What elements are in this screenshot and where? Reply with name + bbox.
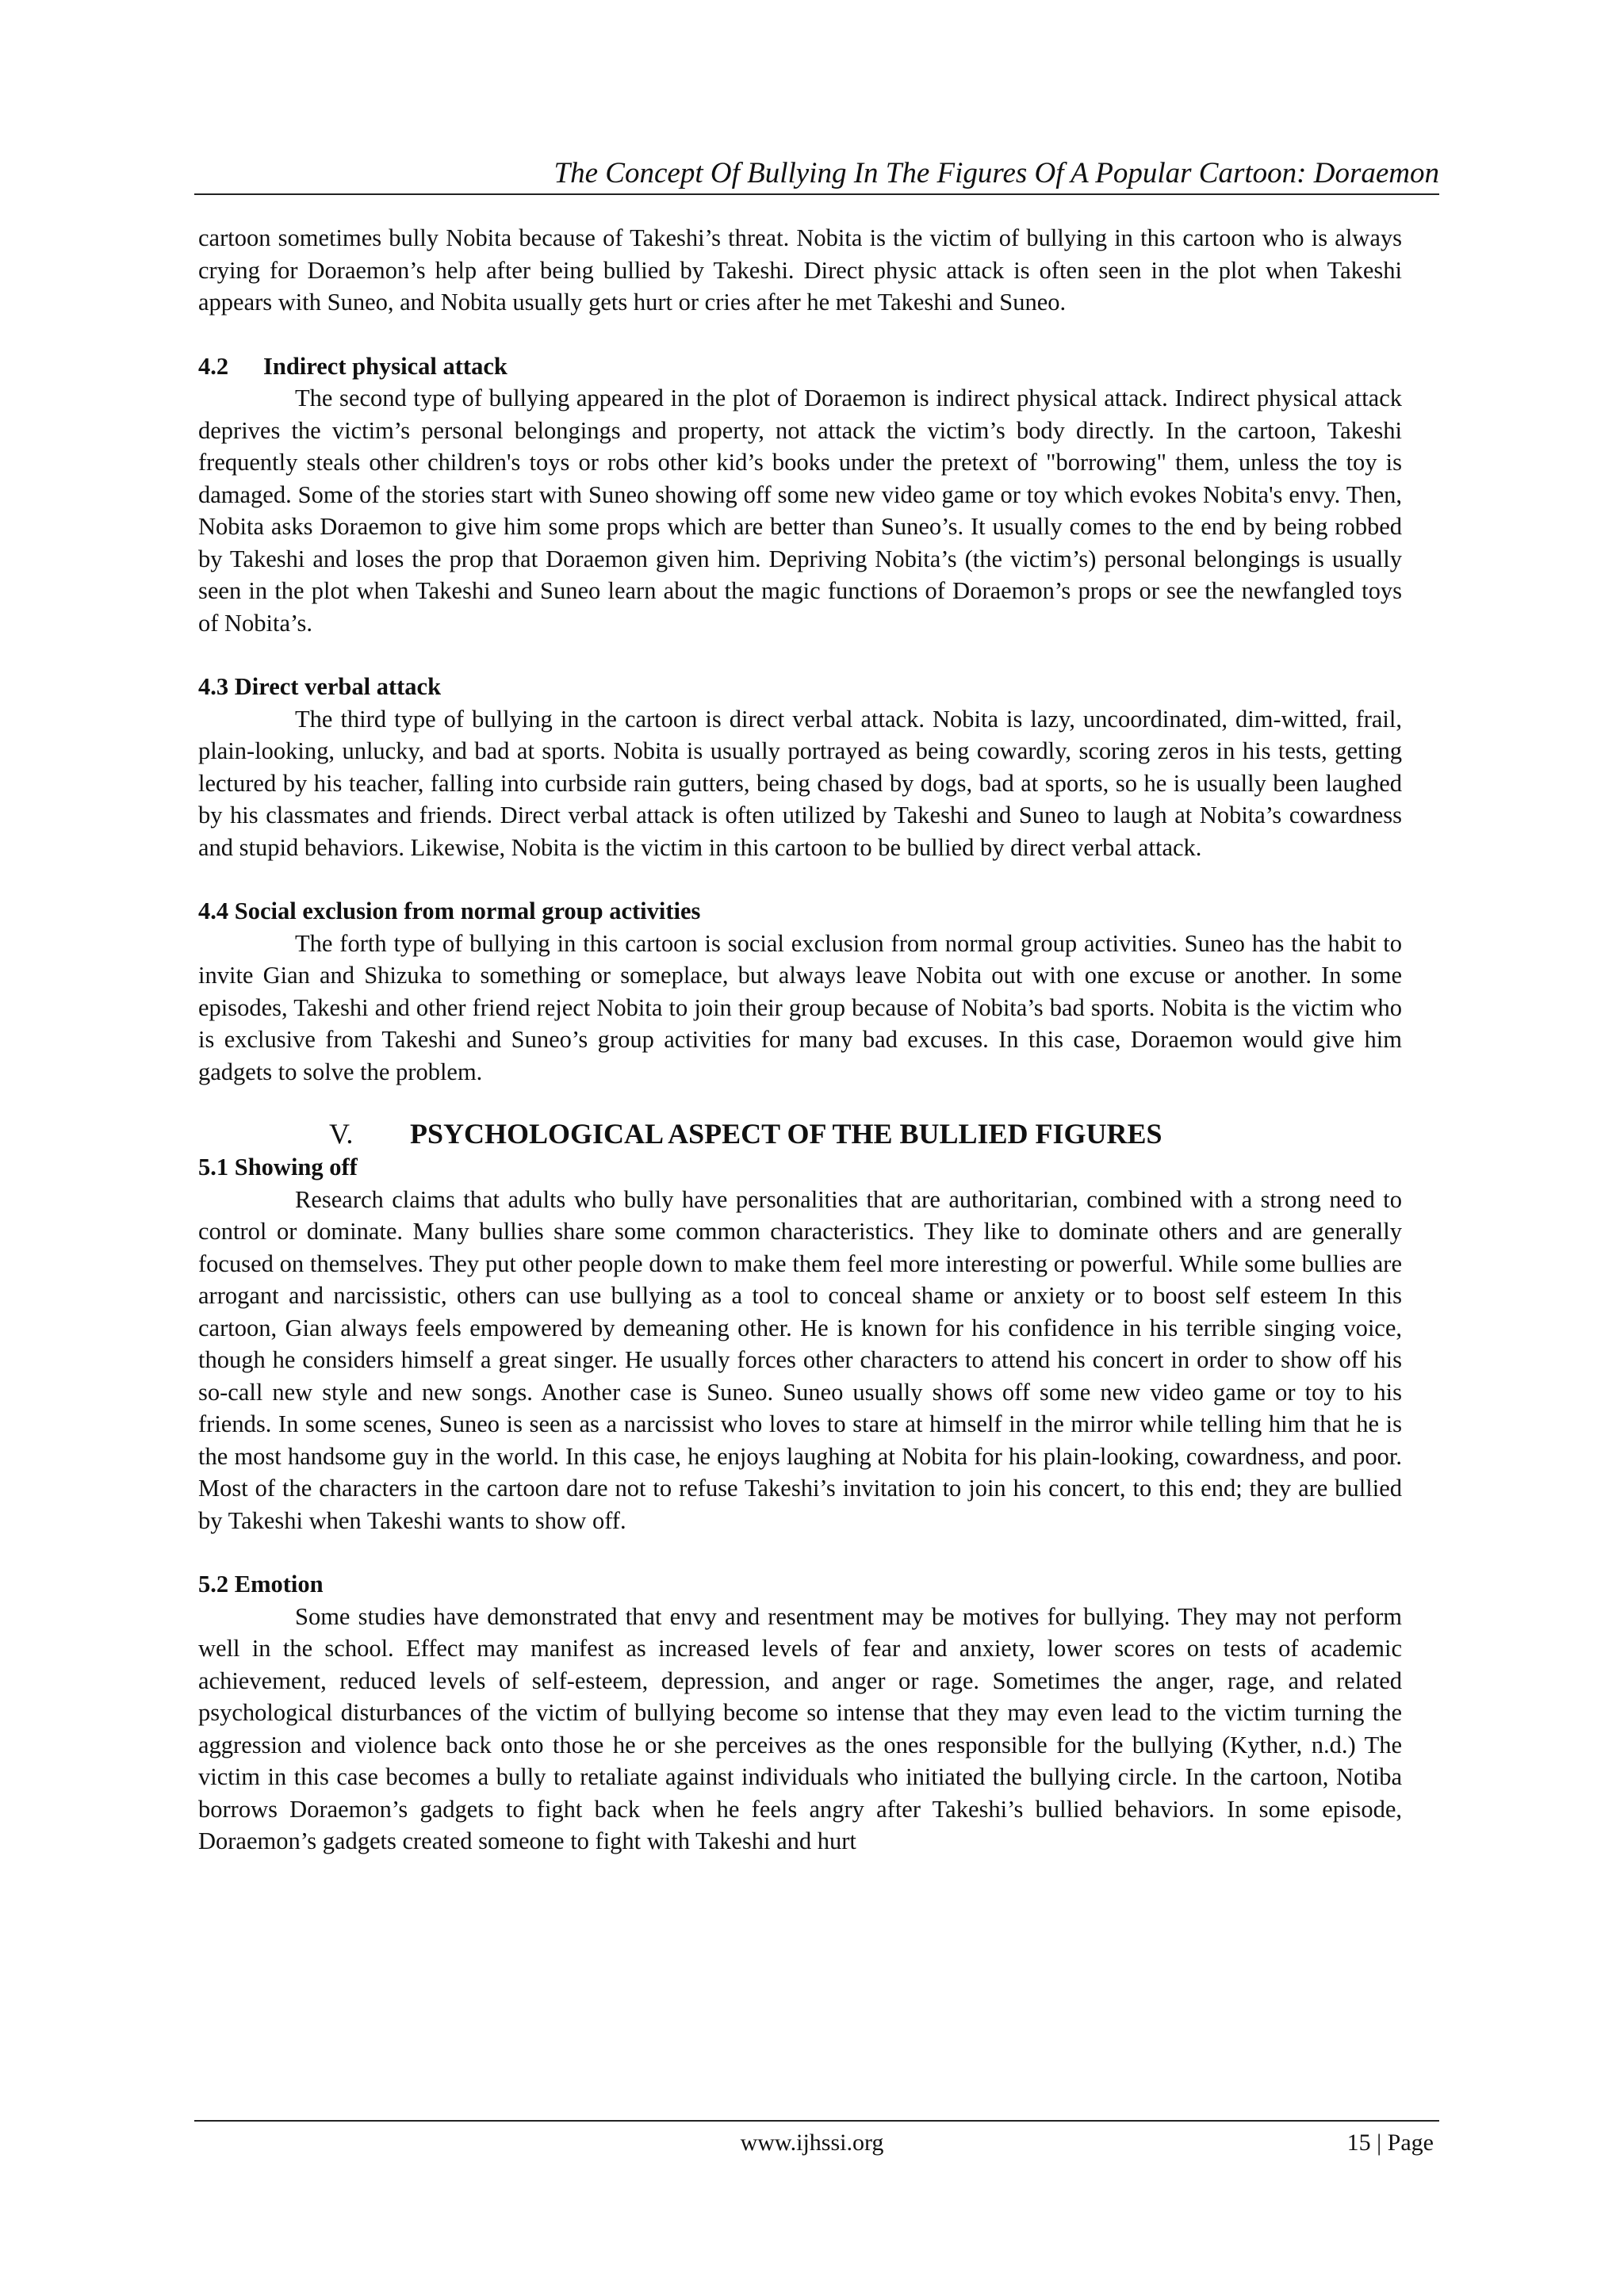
section-title: Direct verbal attack — [234, 673, 442, 700]
section-gap — [198, 863, 1402, 895]
section-title: Social exclusion from normal group activities — [234, 897, 701, 924]
header-rule — [194, 193, 1439, 195]
section-number: 5.1 — [198, 1154, 229, 1181]
section-heading-5-2 — [198, 1568, 1402, 1601]
page-number: 15 | Page — [1346, 2130, 1434, 2156]
chapter-heading — [198, 1116, 1402, 1151]
section-gap — [198, 1536, 1402, 1568]
section-number: 4.3 — [198, 673, 229, 700]
section-number: 5.2 — [198, 1571, 229, 1598]
section-paragraph-4-4: The forth type of bullying in this cartoon is social exclusion from normal group activities. Suneo has the habit to invite Gian and Shizuka to something or someplace, but always leave Nobita out with one excuse or another. In some episodes, Takeshi and other friend reject Nobita to join their group because of Nobita’s bad sports. Nobita is the victim who is exclusive from Takeshi and Suneo’s group activities for many bad excuses. In this case, Doraemon would give him gadgets to solve the problem. — [198, 929, 1402, 1085]
section-paragraph-4-3: The third type of bullying in the cartoon is direct verbal attack. Nobita is lazy, uncoordinated, dim-witted, frail, plain-looking, unlucky, and bad at sports. Nobita is usually portrayed as being cowardly, scoring zeros in his tests, getting lectured by his teacher, falling into curbside rain gutters, being chased by dogs, bad at sports, so he is usually been laughed by his classmates and friends. Direct verbal attack is often utilized by Takeshi and Suneo to laugh at Nobita’s cowardness and stupid behaviors. Likewise, Nobita is the victim in this cartoon to be bullied by direct verbal attack. — [198, 705, 1402, 861]
section-heading-5-1 — [198, 1151, 1402, 1184]
chapter-title: PSYCHOLOGICAL ASPECT OF THE BULLIED FIGURES — [410, 1118, 1162, 1150]
intro-paragraph: cartoon sometimes bully Nobita because of Takeshi’s threat. Nobita is the victim of bullying in this cartoon who is always crying for Doraemon’s help after being bullied by Takeshi. Direct physic attack is often seen in the plot when Takeshi appears with Suneo, and Nobita usually gets hurt or cries after he met Takeshi and Suneo. — [198, 224, 1402, 316]
section-number: 4.2 — [198, 352, 229, 380]
section-paragraph-4-2: The second type of bullying appeared in the plot of Doraemon is indirect physical attack. Indirect physical attack deprives the victim’s personal belongings and property, not attack the victim’s body directly. In the cartoon, Takeshi frequently steals other children's toys or robs other kid’s books under the pretext of "borrowing" them, unless the toy is damaged. Some of the stories start with Suneo showing off some new video game or toy which evokes Nobita's envy. Then, Nobita asks Doraemon to give him some props which are better than Suneo’s. It usually comes to the end by being robbed by Takeshi and loses the prop that Doraemon given him. Depriving Nobita’s (the victim’s) personal belongings is usually seen in the plot when Takeshi and Suneo learn about the magic functions of Doraemon’s props or see the newfangled toys of Nobita’s. — [198, 385, 1402, 637]
section-number: 4.4 — [198, 897, 229, 924]
running-header: The Concept Of Bullying In The Figures Of A Popular Cartoon: Doraemon — [553, 157, 1439, 189]
section-heading-4-3 — [198, 671, 1402, 703]
section-title: Showing off — [234, 1154, 358, 1181]
section-gap — [198, 319, 1402, 350]
section-gap — [198, 1088, 1402, 1116]
section-heading-4-2 — [198, 350, 1402, 383]
footer-url[interactable]: www.ijhssi.org — [740, 2130, 884, 2156]
chapter-number: V. — [329, 1118, 354, 1150]
section-paragraph-5-2: Some studies have demonstrated that envy and resentment may be motives for bullying. They may not perform well in the school. Effect may manifest as increased levels of fear and anxiety, lower scores on tests of academic achievement, reduced levels of self-esteem, depression, and anger or rage. Sometimes the anger, rage, and related psychological disturbances of the victim of bullying become so intense that they may even lead to the victim turning the aggression and violence back onto those he or she perceives as the ones responsible for the bullying (Kyther, n.d.) The victim in this case becomes a bully to retaliate against individuals who initiated the bullying circle. In the cartoon, Notiba borrows Doraemon’s gadgets to fight back when he feels angry after Takeshi’s bullied behaviors. In some episode, Doraemon’s gadgets created someone to fight with Takeshi and hurt — [198, 1602, 1402, 1854]
section-title: Indirect physical attack — [263, 352, 508, 380]
article-body — [198, 222, 1402, 1858]
footer-rule — [194, 2120, 1439, 2122]
section-title: Emotion — [234, 1571, 324, 1598]
section-gap — [198, 639, 1402, 671]
section-heading-4-4 — [198, 895, 1402, 928]
section-paragraph-5-1: Research claims that adults who bully have personalities that are authoritarian, combined with a strong need to control or dominate. Many bullies share some common characteristics. They like to dominate others and are generally focused on themselves. They put other people down to make them feel more interesting or powerful. While some bullies are arrogant and narcissistic, others can use bullying as a tool to conceal shame or anxiety or to boost self esteem In this cartoon, Gian always feels empowered by demeaning other. He is known for his confidence in his terrible singing voice, though he considers himself a great singer. He usually forces other characters to attend his concert in order to show off his so-call new style and new songs. Another case is Suneo. Suneo usually shows off some new video game or toy to his friends. In some scenes, Suneo is seen as a narcissist who loves to stare at himself in the mirror while telling him that he is the most handsome guy in the world. In this case, he enjoys laughing at Nobita for his plain-looking, cowardness, and poor. Most of the characters in the cartoon dare not to refuse Takeshi’s invitation to join his concert, to this end; they are bullied by Takeshi when Takeshi wants to show off. — [198, 1185, 1402, 1534]
